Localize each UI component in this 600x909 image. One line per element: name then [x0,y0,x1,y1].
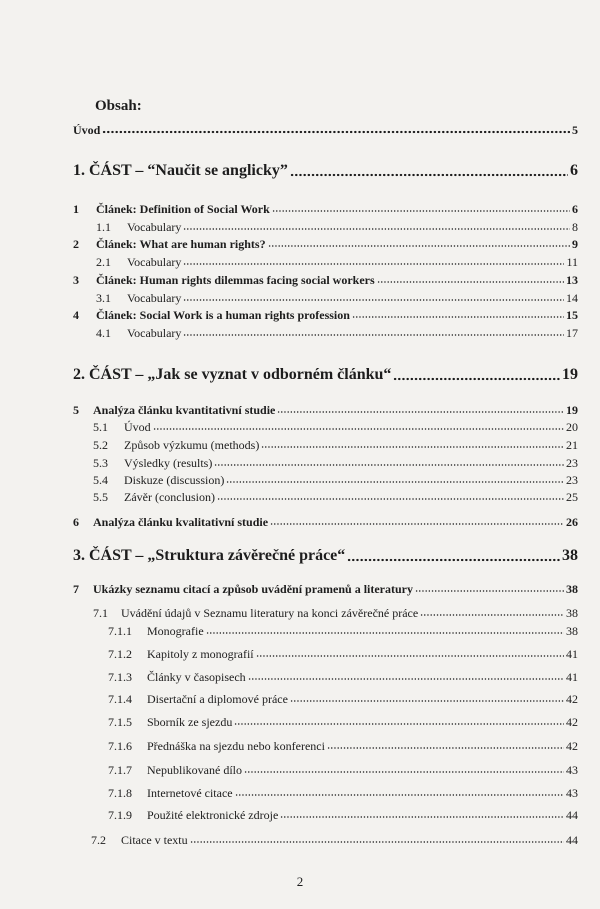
toc-part-page: 19 [562,366,578,383]
toc-entry-title: Internetové citace [147,786,233,800]
toc-entry-title: Vocabulary [127,220,182,234]
toc-entry-page: 9 [572,237,578,251]
toc-entry-7-1-9[interactable] [108,809,578,821]
leader-dots [347,558,560,562]
toc-entry-title: Citace v textu [121,833,188,847]
toc-entry-title: Disertační a diplomové práce [147,692,288,706]
toc-entry-7[interactable] [73,583,578,595]
toc-entry-7-1-7[interactable] [108,764,578,776]
toc-entry-page: 11 [566,255,578,269]
toc-entry-title: Ukázky seznamu citací a způsob uvádění pramenů a literatury [93,582,414,596]
toc-entry-5-3[interactable] [93,457,578,469]
toc-entry-number: 5.4 [93,473,108,487]
toc-entry-number: 7.1.8 [108,786,132,800]
leader-dots [290,699,564,703]
toc-entry-number: 7.1.2 [108,647,132,661]
leader-dots [214,463,564,467]
toc-entry-page: 38 [566,624,578,638]
toc-entry-title: Uvádění údajů v Seznamu literatury na konci závěrečné práce [121,606,419,620]
toc-entry-7-2[interactable] [91,834,578,846]
toc-entry-title: Článek: Human rights dilemmas facing social workers [96,273,375,287]
leader-dots [352,315,564,319]
toc-entry-2[interactable] [73,238,578,250]
toc-entry-page: 44 [566,833,578,847]
toc-entry-number: 3 [73,273,79,287]
toc-entry-page: 17 [566,326,578,340]
toc-entry-title: Kapitoly z monografií [147,647,254,661]
toc-entry-number: 5.1 [93,420,108,434]
toc-entry-page: 19 [566,403,578,417]
leader-dots [280,815,564,819]
toc-entry-number: 7.1.1 [108,624,132,638]
toc-entry-page: 5 [572,123,578,137]
toc-entry-page: 38 [566,582,578,596]
toc-entry-page: 42 [566,739,578,753]
toc-entry-title: Článek: Definition of Social Work [96,202,270,216]
toc-entry-title: Způsob výzkumu (methods) [124,438,260,452]
toc-part-3[interactable] [73,548,578,564]
toc-entry-number: 7.1.9 [108,808,132,822]
toc-entry-title: Analýza článku kvantitativní studie [93,403,276,417]
toc-entry-title: Nepublikované dílo [147,763,242,777]
toc-entry-title: Použité elektronické zdroje [147,808,279,822]
toc-part-page: 38 [562,547,578,564]
toc-entry-page: 15 [566,308,578,322]
toc-entry-title: Analýza článku kvalitativní studie [93,515,269,529]
leader-dots [206,631,564,635]
toc-entry-7-1-5[interactable] [108,716,578,728]
leader-dots [183,298,564,302]
toc-entry-page: 25 [566,490,578,504]
leader-dots [234,722,564,726]
toc-entry-number: 6 [73,515,79,529]
toc-entry-title: Přednáška na sjezdu nebo konferenci [147,739,325,753]
leader-dots [190,840,564,844]
toc-entry-uvod[interactable] [73,124,578,136]
toc-entry-3[interactable] [73,274,578,286]
toc-entry-title: Monografie [147,624,204,638]
leader-dots [261,445,564,449]
toc-entry-number: 3.1 [96,291,111,305]
toc-entry-5-1[interactable] [93,421,578,433]
toc-entry-number: 5.5 [93,490,108,504]
toc-entry-title: Diskuze (discussion) [124,473,225,487]
toc-entry-page: 23 [566,473,578,487]
toc-heading: Obsah: [95,98,142,114]
toc-entry-title: Úvod [73,123,101,137]
page-number: 2 [296,874,304,889]
toc-part-title: 3. ČÁST – „Struktura závěrečné práce“ [73,547,346,564]
leader-dots [393,377,560,381]
toc-entry-5[interactable] [73,404,578,416]
toc-entry-7-1-2[interactable] [108,648,578,660]
toc-entry-title: Vocabulary [127,326,182,340]
leader-dots [226,480,564,484]
leader-dots [256,654,564,658]
toc-entry-title: Článek: Social Work is a human rights profession [96,308,350,322]
toc-entry-number: 7.1 [93,606,108,620]
toc-entry-page: 14 [566,291,578,305]
toc-entry-1-1[interactable] [96,221,578,233]
toc-entry-4-1[interactable] [96,327,578,339]
leader-dots [327,746,564,750]
leader-dots [277,410,564,414]
toc-entry-2-1[interactable] [96,256,578,268]
toc-entry-number: 7.1.3 [108,670,132,684]
toc-entry-title: Úvod [124,420,151,434]
toc-entry-page: 26 [566,515,578,529]
toc-entry-page: 41 [566,647,578,661]
toc-entry-6[interactable] [73,516,578,528]
toc-entry-number: 5.2 [93,438,108,452]
toc-entry-7-1[interactable] [93,607,578,619]
toc-entry-number: 1.1 [96,220,111,234]
toc-part-title: 2. ČÁST – „Jak se vyznat v odborném článku“ [73,366,392,383]
toc-entry-page: 44 [566,808,578,822]
leader-dots [248,677,564,681]
toc-entry-number: 7.1.5 [108,715,132,729]
toc-entry-page: 20 [566,420,578,434]
leader-dots [183,262,564,266]
toc-entry-number: 7.2 [91,833,106,847]
toc-entry-number: 2 [73,237,79,251]
toc-entry-number: 2.1 [96,255,111,269]
leader-dots [235,793,564,797]
leader-dots [102,130,570,134]
toc-entry-title: Článek: What are human rights? [96,237,266,251]
leader-dots [244,770,564,774]
leader-dots [420,613,564,617]
leader-dots [183,227,570,231]
toc-entry-page: 8 [572,220,578,234]
leader-dots [217,497,564,501]
leader-dots [377,280,564,284]
toc-entry-number: 7.1.7 [108,763,132,777]
toc-entry-number: 7 [73,582,79,596]
toc-part-title: 1. ČÁST – “Naučit se anglicky” [73,162,288,179]
toc-entry-number: 5 [73,403,79,417]
toc-part-page: 6 [570,162,578,179]
toc-entry-page: 38 [566,606,578,620]
toc-entry-title: Články v časopisech [147,670,246,684]
toc-entry-4[interactable] [73,309,578,321]
toc-entry-title: Vocabulary [127,291,182,305]
toc-entry-page: 42 [566,715,578,729]
toc-entry-number: 7.1.6 [108,739,132,753]
toc-entry-title: Závěr (conclusion) [124,490,215,504]
toc-entry-7-1-3[interactable] [108,671,578,683]
leader-dots [290,173,568,177]
toc-entry-7-1-1[interactable] [108,625,578,637]
toc-entry-page: 13 [566,273,578,287]
toc-entry-title: Vocabulary [127,255,182,269]
toc-entry-page: 6 [572,202,578,216]
toc-entry-number: 4 [73,308,79,322]
toc-entry-7-1-4[interactable] [108,693,578,705]
toc-entry-number: 1 [73,202,79,216]
toc-entry-1[interactable] [73,203,578,215]
toc-entry-number: 4.1 [96,326,111,340]
toc-part-1[interactable] [73,163,578,179]
toc-entry-number: 7.1.4 [108,692,132,706]
toc-entry-number: 5.3 [93,456,108,470]
leader-dots [415,589,564,593]
toc-entry-title: Sborník ze sjezdu [147,715,233,729]
toc-entry-7-1-6[interactable] [108,740,578,752]
toc-entry-5-4[interactable] [93,474,578,486]
toc-entry-7-1-8[interactable] [108,787,578,799]
toc-entry-3-1[interactable] [96,292,578,304]
leader-dots [270,522,564,526]
toc-entry-page: 21 [566,438,578,452]
toc-entry-page: 42 [566,692,578,706]
toc-entry-page: 41 [566,670,578,684]
leader-dots [153,427,564,431]
toc-entry-page: 43 [566,763,578,777]
leader-dots [183,333,564,337]
toc-entry-title: Výsledky (results) [124,456,213,470]
leader-dots [272,209,570,213]
toc-entry-5-5[interactable] [93,491,578,503]
toc-entry-page: 23 [566,456,578,470]
toc-part-2[interactable] [73,367,578,383]
leader-dots [268,244,570,248]
toc-entry-5-2[interactable] [93,439,578,451]
toc-entry-page: 43 [566,786,578,800]
